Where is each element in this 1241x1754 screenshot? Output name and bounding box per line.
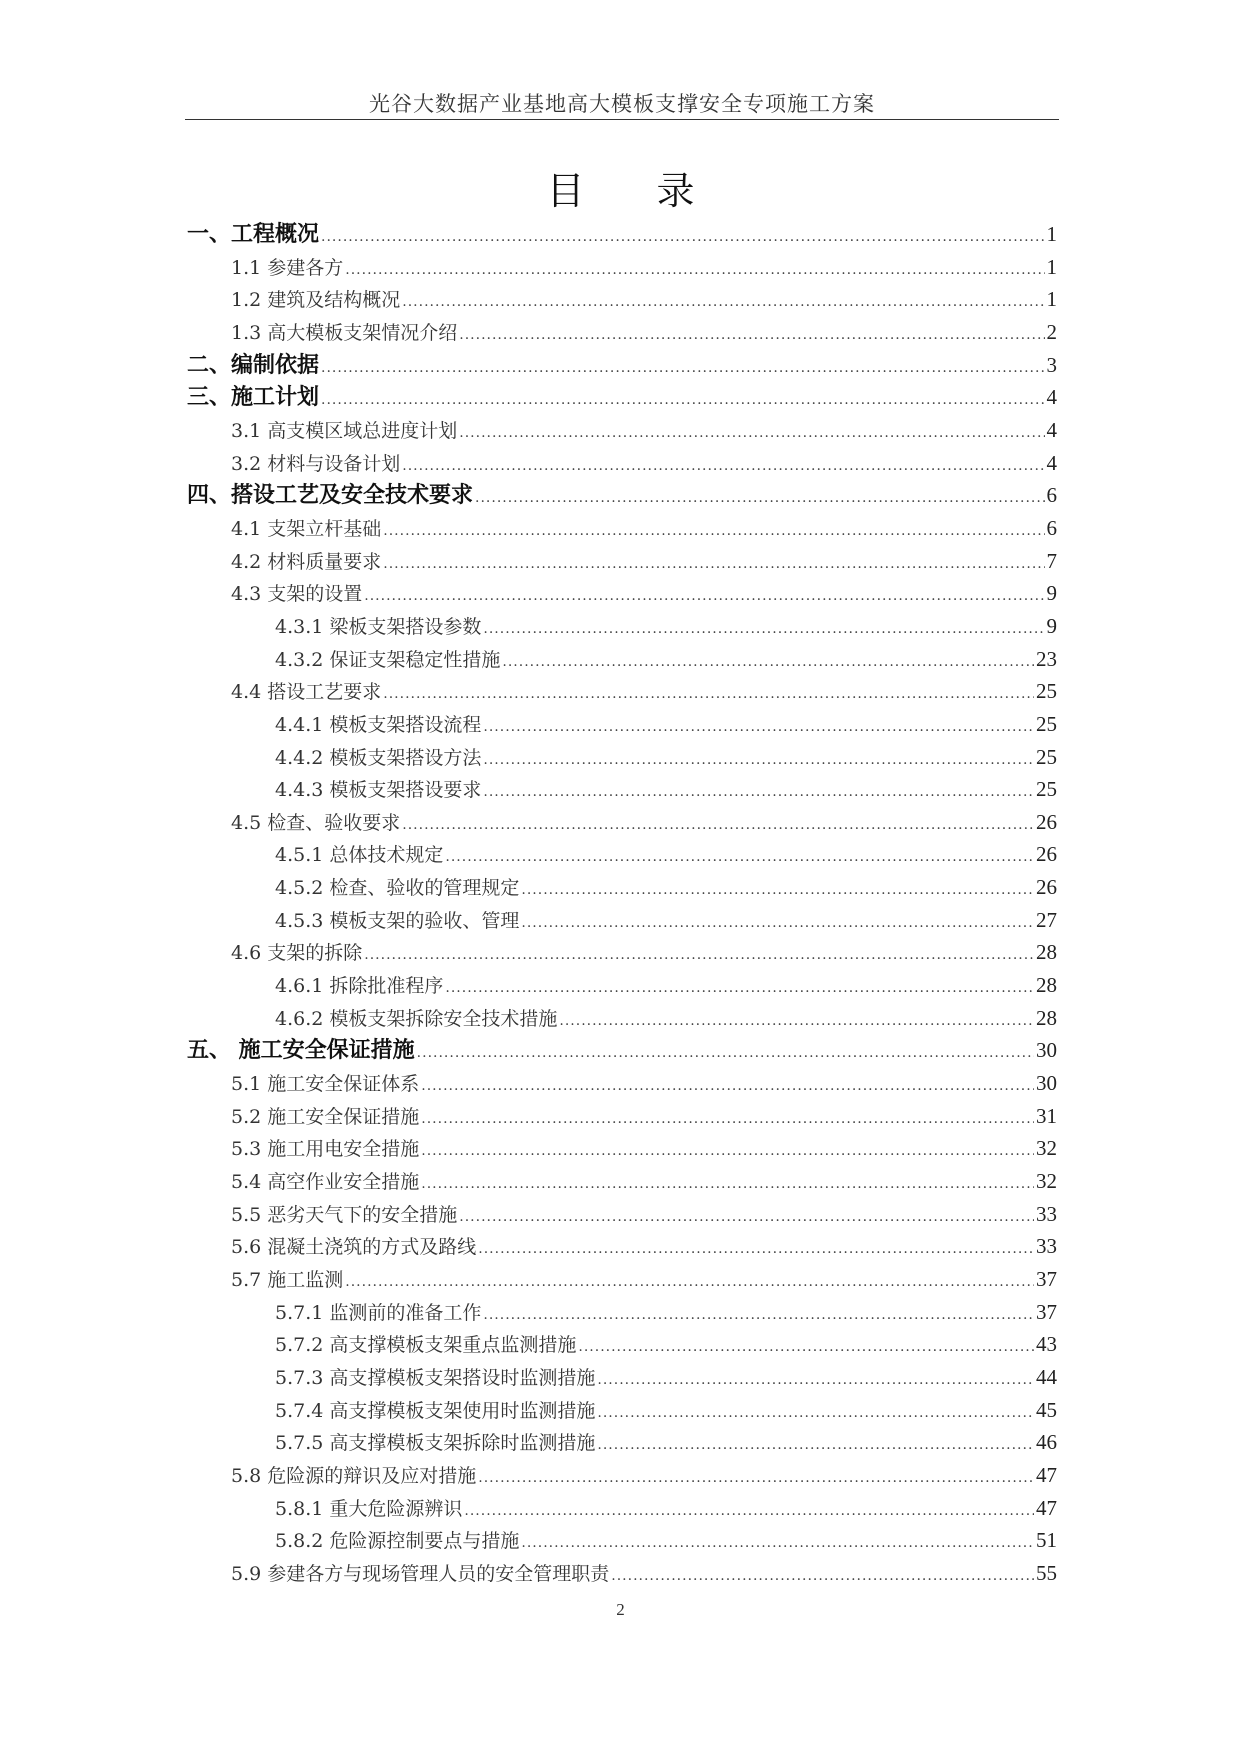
toc-entry[interactable]: [187, 741, 1057, 774]
dot-leader: [459, 319, 1044, 352]
dot-leader: [521, 907, 1034, 940]
toc-entry-page: 9: [1046, 613, 1057, 638]
toc-entry-page: 4: [1046, 417, 1057, 442]
toc-entry-label: 五、 施工安全保证措施: [187, 1038, 415, 1064]
dot-leader: [502, 646, 1034, 679]
toc-entry-page: 27: [1036, 907, 1057, 932]
toc-entry-label: 5.6 混凝土浇筑的方式及路线: [231, 1236, 477, 1259]
toc-entry-label: 5.3 施工用电安全措施: [231, 1138, 420, 1161]
dot-leader: [345, 254, 1044, 287]
toc-entry-page: 4: [1046, 450, 1057, 475]
toc-entry[interactable]: [187, 447, 1057, 480]
toc-entry[interactable]: [187, 708, 1057, 741]
toc-entry[interactable]: [187, 1100, 1057, 1133]
toc-entry[interactable]: [187, 1002, 1057, 1035]
dot-leader: [421, 1103, 1034, 1136]
toc-entry-label: 5.7.2 高支撑模板支架重点监测措施: [275, 1334, 577, 1357]
toc-entry[interactable]: [187, 349, 1057, 382]
dot-leader: [483, 776, 1034, 809]
toc-entry-page: 2: [1046, 319, 1057, 344]
dot-leader: [578, 1331, 1034, 1364]
toc-entry-page: 9: [1046, 581, 1057, 606]
toc-entry-page: 28: [1036, 973, 1057, 998]
table-of-contents: [187, 218, 1057, 1590]
dot-leader: [475, 482, 1044, 515]
dot-leader: [421, 1168, 1034, 1201]
dot-leader: [321, 384, 1044, 417]
toc-entry[interactable]: [187, 316, 1057, 349]
toc-entry-label: 5.7.1 监测前的准备工作: [275, 1301, 482, 1324]
toc-entry-label: 4.6 支架的拆除: [231, 942, 363, 965]
dot-leader: [383, 548, 1044, 581]
toc-entry-page: 33: [1036, 1234, 1057, 1259]
toc-entry[interactable]: [187, 1067, 1057, 1100]
dot-leader: [559, 1005, 1034, 1038]
dot-leader: [521, 874, 1034, 907]
page-number: 2: [616, 1600, 625, 1619]
dot-leader: [597, 1397, 1034, 1430]
toc-entry[interactable]: [187, 283, 1057, 316]
dot-leader: [459, 417, 1044, 450]
toc-entry-page: 1: [1046, 254, 1057, 279]
toc-entry-page: 30: [1036, 1071, 1057, 1096]
toc-entry-page: 6: [1046, 483, 1057, 508]
toc-entry[interactable]: [187, 381, 1057, 414]
dot-leader: [483, 1299, 1034, 1332]
toc-entry-label: 4.5.1 总体技术规定: [275, 844, 444, 867]
dot-leader: [402, 809, 1034, 842]
toc-entry[interactable]: [187, 904, 1057, 937]
toc-entry-page: 51: [1036, 1528, 1057, 1553]
toc-entry[interactable]: [187, 871, 1057, 904]
toc-entry-label: 5.8 危险源的辩识及应对措施: [231, 1464, 477, 1487]
toc-entry-page: 32: [1036, 1169, 1057, 1194]
toc-entry[interactable]: [187, 1524, 1057, 1557]
toc-entry[interactable]: [187, 1034, 1057, 1067]
toc-entry[interactable]: [187, 545, 1057, 578]
toc-entry-label: 3.1 高支模区域总进度计划: [231, 419, 458, 442]
dot-leader: [383, 515, 1044, 548]
toc-entry-page: 43: [1036, 1332, 1057, 1357]
dot-leader: [483, 744, 1034, 777]
toc-entry[interactable]: [187, 577, 1057, 610]
toc-entry[interactable]: [187, 1426, 1057, 1459]
toc-title: 目 录: [546, 169, 725, 213]
toc-entry-label: 5.5 恶劣天气下的安全措施: [231, 1203, 458, 1226]
toc-entry-label: 5.9 参建各方与现场管理人员的安全管理职责: [231, 1562, 610, 1585]
toc-entry[interactable]: [187, 610, 1057, 643]
toc-entry-label: 4.5 检查、验收要求: [231, 811, 401, 834]
dot-leader: [402, 450, 1044, 483]
toc-entry-label: 4.5.3 模板支架的验收、管理: [275, 909, 520, 932]
toc-entry-page: 46: [1036, 1430, 1057, 1455]
toc-entry-page: 25: [1036, 679, 1057, 704]
toc-entry-label: 5.7.3 高支撑模板支架搭设时监测措施: [275, 1366, 596, 1389]
dot-leader: [611, 1560, 1034, 1593]
toc-entry-label: 4.3.2 保证支架稳定性措施: [275, 648, 501, 671]
dot-leader: [478, 1462, 1034, 1495]
toc-entry-label: 1.3 高大模板支架情况介绍: [231, 321, 458, 344]
toc-entry[interactable]: [187, 838, 1057, 871]
toc-entry[interactable]: [187, 479, 1057, 512]
dot-leader: [345, 1266, 1034, 1299]
dot-leader: [483, 613, 1044, 646]
toc-entry[interactable]: [187, 1263, 1057, 1296]
toc-entry-label: 4.5.2 检查、验收的管理规定: [275, 877, 520, 900]
toc-entry-label: 5.4 高空作业安全措施: [231, 1171, 420, 1194]
toc-entry-page: 7: [1046, 548, 1057, 573]
toc-entry-label: 5.8.1 重大危险源辨识: [275, 1497, 463, 1520]
dot-leader: [321, 221, 1044, 254]
toc-entry-page: 55: [1036, 1560, 1057, 1585]
toc-entry[interactable]: [187, 675, 1057, 708]
toc-entry[interactable]: [187, 1165, 1057, 1198]
dot-leader: [445, 972, 1034, 1005]
dot-leader: [364, 939, 1034, 972]
toc-entry-page: 30: [1036, 1038, 1057, 1063]
toc-entry-label: 1.2 建筑及结构概况: [231, 289, 401, 312]
toc-entry-page: 3: [1046, 352, 1057, 377]
toc-entry-label: 4.1 支架立杆基础: [231, 517, 382, 540]
toc-entry-page: 25: [1036, 744, 1057, 769]
running-header: 光谷大数据产业基地高大模板支撑安全专项施工方案: [369, 92, 875, 116]
toc-entry[interactable]: [187, 1492, 1057, 1525]
dot-leader: [402, 286, 1044, 319]
toc-entry-page: 26: [1036, 809, 1057, 834]
toc-entry[interactable]: [187, 1557, 1057, 1590]
toc-entry[interactable]: [187, 1361, 1057, 1394]
toc-entry-page: 31: [1036, 1103, 1057, 1128]
toc-entry-label: 4.3 支架的设置: [231, 583, 363, 606]
toc-entry-page: 26: [1036, 875, 1057, 900]
toc-entry[interactable]: [187, 218, 1057, 251]
dot-leader: [421, 1070, 1034, 1103]
toc-entry[interactable]: [187, 1230, 1057, 1263]
toc-entry-label: 3.2 材料与设备计划: [231, 452, 401, 475]
dot-leader: [321, 352, 1044, 385]
dot-leader: [464, 1495, 1034, 1528]
toc-entry-label: 一、工程概况: [187, 222, 320, 247]
toc-entry-page: 1: [1046, 287, 1057, 312]
toc-entry-page: 26: [1036, 842, 1057, 867]
toc-entry[interactable]: [187, 1132, 1057, 1165]
dot-leader: [483, 711, 1034, 744]
toc-entry[interactable]: [187, 1296, 1057, 1329]
toc-entry[interactable]: [187, 1328, 1057, 1361]
toc-entry-page: 6: [1046, 515, 1057, 540]
toc-entry[interactable]: [187, 936, 1057, 969]
toc-entry-page: 28: [1036, 940, 1057, 965]
toc-entry-page: 37: [1036, 1299, 1057, 1324]
toc-entry-label: 4.2 材料质量要求: [231, 550, 382, 573]
toc-entry-page: 45: [1036, 1397, 1057, 1422]
dot-leader: [383, 678, 1034, 711]
toc-entry-page: 25: [1036, 711, 1057, 736]
toc-entry-label: 5.2 施工安全保证措施: [231, 1105, 420, 1128]
toc-entry-page: 23: [1036, 646, 1057, 671]
toc-entry-label: 5.8.2 危险源控制要点与措施: [275, 1530, 520, 1553]
toc-entry-label: 5.7.4 高支撑模板支架使用时监测措施: [275, 1399, 596, 1422]
toc-entry-label: 4.4.1 模板支架搭设流程: [275, 713, 482, 736]
dot-leader: [478, 1233, 1034, 1266]
dot-leader: [417, 1037, 1034, 1070]
toc-entry[interactable]: [187, 1198, 1057, 1231]
toc-entry[interactable]: [187, 414, 1057, 447]
toc-entry[interactable]: [187, 773, 1057, 806]
toc-entry-page: 32: [1036, 1136, 1057, 1161]
dot-leader: [445, 841, 1034, 874]
toc-entry[interactable]: [187, 969, 1057, 1002]
header-divider: [185, 119, 1059, 120]
toc-entry-label: 4.3.1 梁板支架搭设参数: [275, 615, 482, 638]
toc-entry-label: 三、施工计划: [187, 385, 320, 411]
toc-entry-label: 5.7.5 高支撑模板支架拆除时监测措施: [275, 1432, 596, 1455]
toc-entry-label: 4.4 搭设工艺要求: [231, 681, 382, 704]
toc-entry[interactable]: [187, 251, 1057, 284]
toc-entry[interactable]: [187, 643, 1057, 676]
toc-entry-label: 5.7 施工监测: [231, 1269, 344, 1291]
dot-leader: [421, 1135, 1034, 1168]
toc-entry-label: 四、搭设工艺及安全技术要求: [187, 483, 474, 509]
dot-leader: [364, 580, 1044, 613]
toc-entry-page: 1: [1046, 222, 1057, 246]
dot-leader: [597, 1364, 1034, 1397]
toc-entry[interactable]: [187, 512, 1057, 545]
toc-entry-page: 47: [1036, 1462, 1057, 1487]
toc-entry-label: 4.4.2 模板支架搭设方法: [275, 746, 482, 769]
toc-entry-page: 25: [1036, 777, 1057, 802]
toc-entry-page: 28: [1036, 1005, 1057, 1030]
toc-entry-page: 4: [1046, 385, 1057, 410]
dot-leader: [521, 1527, 1034, 1560]
toc-entry[interactable]: [187, 1394, 1057, 1427]
toc-entry-label: 4.6.2 模板支架拆除安全技术措施: [275, 1007, 558, 1030]
toc-entry[interactable]: [187, 806, 1057, 839]
toc-entry-page: 37: [1036, 1267, 1057, 1291]
toc-entry-label: 4.4.3 模板支架搭设要求: [275, 779, 482, 802]
toc-entry-page: 33: [1036, 1201, 1057, 1226]
toc-entry-label: 1.1 参建各方: [231, 256, 344, 279]
toc-entry-page: 47: [1036, 1495, 1057, 1520]
toc-entry-page: 44: [1036, 1364, 1057, 1389]
toc-entry[interactable]: [187, 1459, 1057, 1492]
toc-entry-label: 二、编制依据: [187, 352, 320, 378]
toc-entry-label: 4.6.1 拆除批准程序: [275, 975, 444, 998]
toc-entry-label: 5.1 施工安全保证体系: [231, 1073, 420, 1096]
dot-leader: [597, 1429, 1034, 1462]
dot-leader: [459, 1201, 1034, 1234]
